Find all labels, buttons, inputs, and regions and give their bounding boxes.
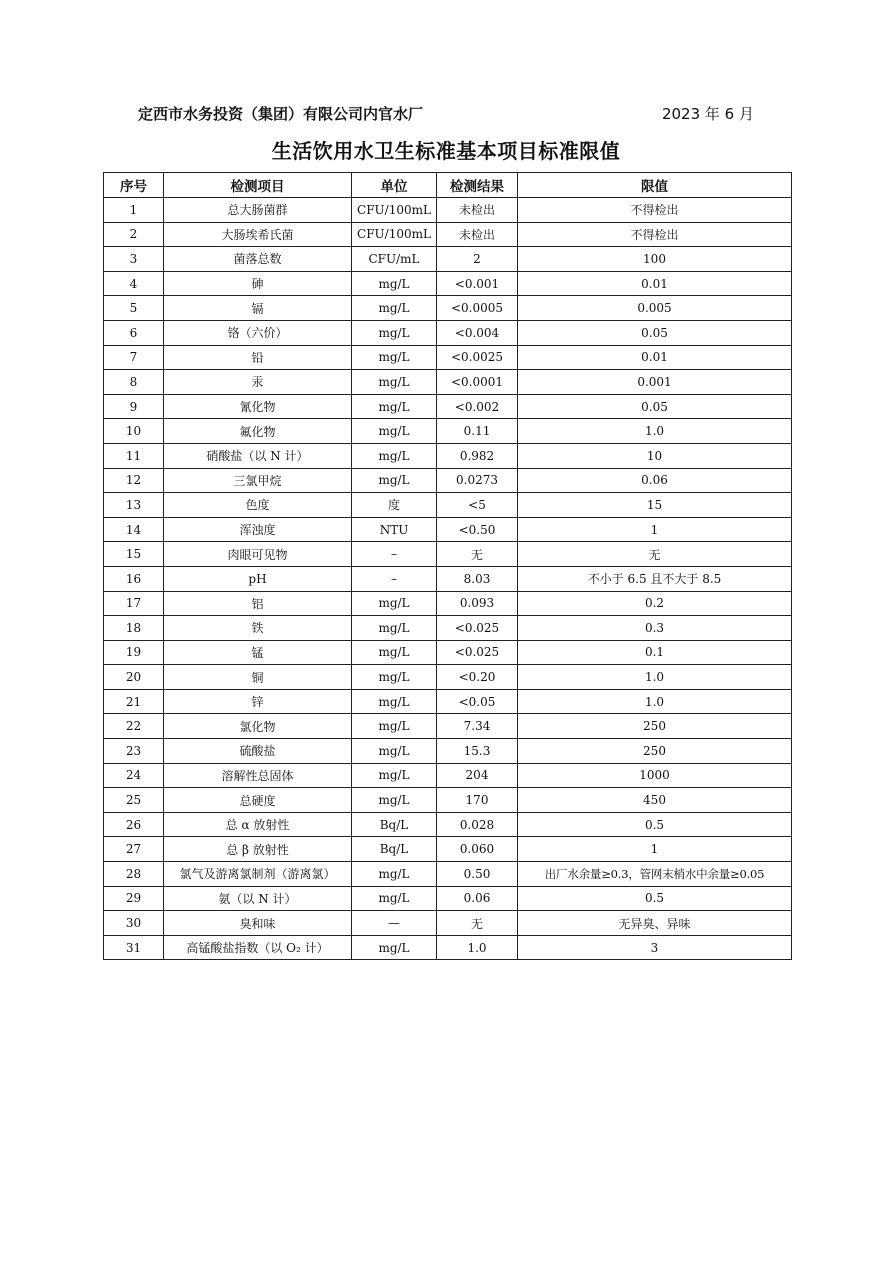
cell-result: 0.11: [437, 419, 518, 444]
cell-item: 氟化物: [164, 419, 352, 444]
cell-limit: 15: [518, 493, 792, 518]
cell-limit: 1.0: [518, 419, 792, 444]
table-row: [104, 763, 792, 788]
cell-no: 24: [104, 763, 164, 788]
standards-table: [103, 172, 792, 960]
cell-item: 镉: [164, 296, 352, 321]
cell-item: 氰化物: [164, 394, 352, 419]
cell-item: 肉眼可见物: [164, 542, 352, 567]
document-title: 生活饮用水卫生标准基本项目标准限值: [271, 139, 621, 163]
cell-unit: mg/L: [352, 886, 437, 911]
table-header-row: [104, 173, 792, 198]
cell-limit: 不小于 6.5 且不大于 8.5: [518, 566, 792, 591]
column-header-item: 检测项目: [164, 173, 352, 198]
table-row: [104, 271, 792, 296]
cell-limit: 0.2: [518, 591, 792, 616]
table-row: [104, 886, 792, 911]
cell-result: <0.002: [437, 394, 518, 419]
page-header: [138, 103, 754, 125]
table-row: [104, 517, 792, 542]
cell-result: <5: [437, 493, 518, 518]
cell-limit: 10: [518, 443, 792, 468]
cell-no: 7: [104, 345, 164, 370]
cell-no: 22: [104, 714, 164, 739]
cell-item: 铬（六价）: [164, 320, 352, 345]
cell-result: 0.028: [437, 812, 518, 837]
cell-no: 31: [104, 935, 164, 960]
cell-result: 无: [437, 911, 518, 936]
table-row: [104, 837, 792, 862]
report-date: 2023 年 6 月: [661, 105, 754, 123]
cell-unit: —: [352, 911, 437, 936]
cell-result: <0.0001: [437, 370, 518, 395]
cell-limit: 0.3: [518, 616, 792, 641]
cell-item: 铝: [164, 591, 352, 616]
cell-item: 总 α 放射性: [164, 812, 352, 837]
cell-item: 浑浊度: [164, 517, 352, 542]
cell-result: 1.0: [437, 935, 518, 960]
table-row: [104, 542, 792, 567]
cell-unit: CFU/100mL: [352, 198, 437, 223]
cell-result: 未检出: [437, 222, 518, 247]
cell-no: 20: [104, 665, 164, 690]
table-row: [104, 296, 792, 321]
cell-limit: 1: [518, 517, 792, 542]
cell-unit: NTU: [352, 517, 437, 542]
table-row: [104, 616, 792, 641]
cell-limit: 1.0: [518, 689, 792, 714]
cell-unit: mg/L: [352, 935, 437, 960]
cell-no: 15: [104, 542, 164, 567]
cell-result: <0.0005: [437, 296, 518, 321]
cell-unit: mg/L: [352, 640, 437, 665]
cell-item: 硫酸盐: [164, 739, 352, 764]
cell-limit: 250: [518, 714, 792, 739]
cell-no: 30: [104, 911, 164, 936]
cell-unit: mg/L: [352, 689, 437, 714]
cell-item: 溶解性总固体: [164, 763, 352, 788]
cell-result: <0.05: [437, 689, 518, 714]
cell-result: 0.093: [437, 591, 518, 616]
organization-name: 定西市水务投资（集团）有限公司内官水厂: [138, 105, 424, 123]
cell-limit: 出厂水余量≥0.3，管网末梢水中余量≥0.05: [518, 862, 792, 887]
cell-no: 23: [104, 739, 164, 764]
cell-unit: 度: [352, 493, 437, 518]
cell-result: 0.060: [437, 837, 518, 862]
cell-no: 8: [104, 370, 164, 395]
cell-item: 总硬度: [164, 788, 352, 813]
cell-item: 三氯甲烷: [164, 468, 352, 493]
cell-unit: Bq/L: [352, 837, 437, 862]
cell-result: <0.50: [437, 517, 518, 542]
cell-no: 13: [104, 493, 164, 518]
table-row: [104, 468, 792, 493]
cell-limit: 不得检出: [518, 222, 792, 247]
cell-item: 总 β 放射性: [164, 837, 352, 862]
cell-result: 170: [437, 788, 518, 813]
table-row: [104, 370, 792, 395]
cell-result: 204: [437, 763, 518, 788]
cell-no: 5: [104, 296, 164, 321]
cell-result: <0.0025: [437, 345, 518, 370]
table-row: [104, 320, 792, 345]
cell-item: 高锰酸盐指数（以 O₂ 计）: [164, 935, 352, 960]
cell-no: 21: [104, 689, 164, 714]
cell-no: 17: [104, 591, 164, 616]
cell-unit: mg/L: [352, 714, 437, 739]
cell-item: 色度: [164, 493, 352, 518]
cell-limit: 0.06: [518, 468, 792, 493]
cell-limit: 0.005: [518, 296, 792, 321]
cell-limit: 无异臭、异味: [518, 911, 792, 936]
cell-unit: mg/L: [352, 468, 437, 493]
cell-item: 总大肠菌群: [164, 198, 352, 223]
cell-result: 0.50: [437, 862, 518, 887]
cell-no: 3: [104, 247, 164, 272]
cell-limit: 0.01: [518, 271, 792, 296]
cell-item: 铁: [164, 616, 352, 641]
table-row: [104, 788, 792, 813]
cell-no: 11: [104, 443, 164, 468]
cell-item: 锰: [164, 640, 352, 665]
cell-item: 硝酸盐（以 N 计）: [164, 443, 352, 468]
cell-no: 18: [104, 616, 164, 641]
cell-item: 臭和味: [164, 911, 352, 936]
cell-unit: –: [352, 566, 437, 591]
cell-result: 未检出: [437, 198, 518, 223]
table-row: [104, 665, 792, 690]
cell-limit: 0.1: [518, 640, 792, 665]
table-row: [104, 714, 792, 739]
cell-item: 铜: [164, 665, 352, 690]
cell-limit: 0.001: [518, 370, 792, 395]
cell-unit: mg/L: [352, 788, 437, 813]
cell-no: 9: [104, 394, 164, 419]
cell-unit: mg/L: [352, 665, 437, 690]
cell-unit: mg/L: [352, 862, 437, 887]
cell-no: 10: [104, 419, 164, 444]
cell-result: 0.0273: [437, 468, 518, 493]
cell-item: 汞: [164, 370, 352, 395]
table-row: [104, 689, 792, 714]
table-row: [104, 911, 792, 936]
cell-unit: mg/L: [352, 739, 437, 764]
cell-limit: 250: [518, 739, 792, 764]
cell-limit: 不得检出: [518, 198, 792, 223]
column-header-limit: 限值: [518, 173, 792, 198]
table-row: [104, 394, 792, 419]
cell-no: 19: [104, 640, 164, 665]
cell-limit: 无: [518, 542, 792, 567]
table-row: [104, 591, 792, 616]
cell-item: 菌落总数: [164, 247, 352, 272]
cell-result: 15.3: [437, 739, 518, 764]
cell-result: <0.20: [437, 665, 518, 690]
cell-limit: 100: [518, 247, 792, 272]
cell-no: 14: [104, 517, 164, 542]
cell-no: 12: [104, 468, 164, 493]
cell-result: 0.982: [437, 443, 518, 468]
cell-item: 铅: [164, 345, 352, 370]
column-header-no: 序号: [104, 173, 164, 198]
cell-unit: mg/L: [352, 370, 437, 395]
cell-result: <0.004: [437, 320, 518, 345]
cell-limit: 0.05: [518, 394, 792, 419]
cell-item: 砷: [164, 271, 352, 296]
cell-no: 1: [104, 198, 164, 223]
cell-no: 28: [104, 862, 164, 887]
column-header-result: 检测结果: [437, 173, 518, 198]
cell-unit: mg/L: [352, 591, 437, 616]
cell-no: 27: [104, 837, 164, 862]
cell-result: <0.001: [437, 271, 518, 296]
cell-unit: mg/L: [352, 419, 437, 444]
cell-result: 2: [437, 247, 518, 272]
cell-item: pH: [164, 566, 352, 591]
table-row: [104, 739, 792, 764]
cell-result: 无: [437, 542, 518, 567]
cell-unit: mg/L: [352, 271, 437, 296]
cell-item: 大肠埃希氏菌: [164, 222, 352, 247]
table-row: [104, 493, 792, 518]
cell-unit: mg/L: [352, 296, 437, 321]
table-row: [104, 247, 792, 272]
table-row: [104, 198, 792, 223]
table-row: [104, 935, 792, 960]
cell-no: 25: [104, 788, 164, 813]
cell-unit: CFU/mL: [352, 247, 437, 272]
cell-item: 氨（以 N 计）: [164, 886, 352, 911]
cell-limit: 1000: [518, 763, 792, 788]
table-body: [104, 198, 792, 960]
table-row: [104, 640, 792, 665]
table-row: [104, 222, 792, 247]
cell-limit: 1: [518, 837, 792, 862]
cell-no: 4: [104, 271, 164, 296]
cell-result: <0.025: [437, 640, 518, 665]
cell-unit: mg/L: [352, 763, 437, 788]
cell-unit: –: [352, 542, 437, 567]
cell-unit: mg/L: [352, 616, 437, 641]
table-row: [104, 419, 792, 444]
cell-limit: 1.0: [518, 665, 792, 690]
table-row: [104, 566, 792, 591]
table-row: [104, 862, 792, 887]
cell-unit: mg/L: [352, 443, 437, 468]
cell-result: 8.03: [437, 566, 518, 591]
table-row: [104, 345, 792, 370]
cell-item: 锌: [164, 689, 352, 714]
cell-limit: 450: [518, 788, 792, 813]
cell-limit: 0.05: [518, 320, 792, 345]
cell-limit: 3: [518, 935, 792, 960]
table-row: [104, 443, 792, 468]
cell-limit: 0.5: [518, 886, 792, 911]
column-header-unit: 单位: [352, 173, 437, 198]
cell-unit: mg/L: [352, 345, 437, 370]
cell-unit: mg/L: [352, 394, 437, 419]
table-row: [104, 812, 792, 837]
cell-no: 2: [104, 222, 164, 247]
cell-limit: 0.01: [518, 345, 792, 370]
cell-no: 26: [104, 812, 164, 837]
cell-result: 7.34: [437, 714, 518, 739]
cell-no: 6: [104, 320, 164, 345]
cell-limit: 0.5: [518, 812, 792, 837]
cell-item: 氯气及游离氯制剂（游离氯）: [164, 862, 352, 887]
cell-no: 16: [104, 566, 164, 591]
cell-unit: mg/L: [352, 320, 437, 345]
cell-unit: CFU/100mL: [352, 222, 437, 247]
cell-unit: Bq/L: [352, 812, 437, 837]
cell-no: 29: [104, 886, 164, 911]
cell-item: 氯化物: [164, 714, 352, 739]
cell-result: 0.06: [437, 886, 518, 911]
cell-result: <0.025: [437, 616, 518, 641]
